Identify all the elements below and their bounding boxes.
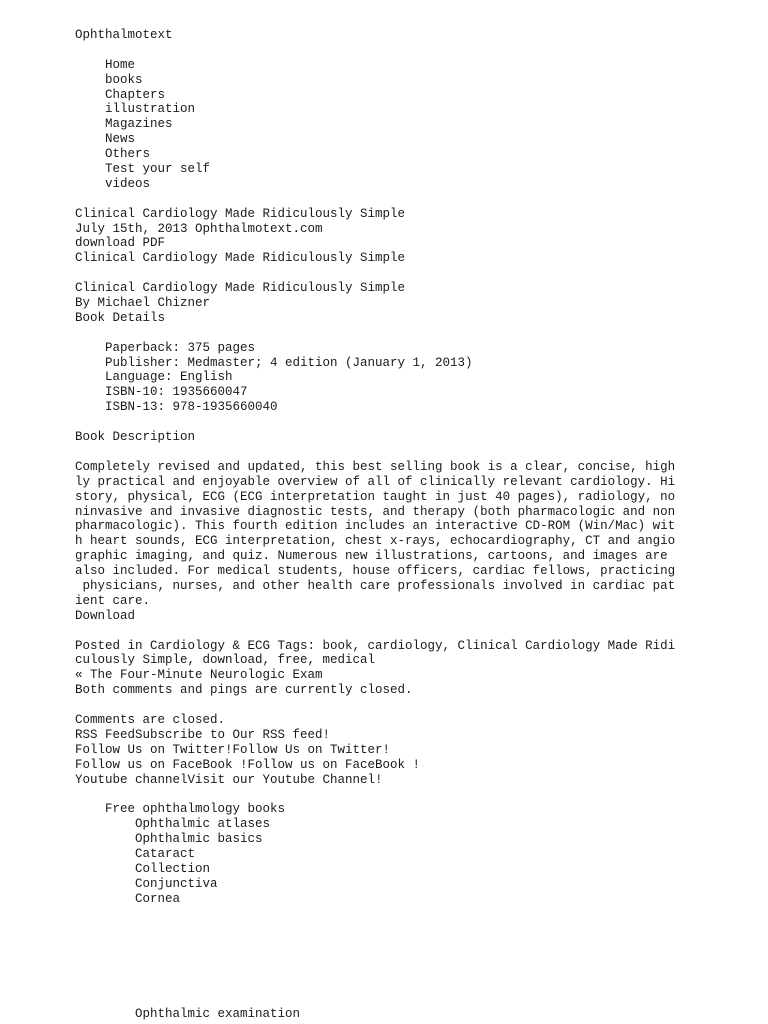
book-title: Clinical Cardiology Made Ridiculously Simple [75,281,406,296]
facebook-link[interactable]: Follow us on FaceBook !Follow us on FaceBook ! [75,757,421,772]
nav-item-books[interactable]: books [105,72,143,87]
book-details-heading: Book Details [75,310,166,325]
description-line: also included. For medical students, house officers, cardiac fellows, practicing [75,564,676,579]
post-title-link[interactable]: Clinical Cardiology Made Ridiculously Simple [75,206,406,221]
category-ophthalmic-atlases[interactable]: Ophthalmic atlases [135,817,271,832]
youtube-link[interactable]: Youtube channelVisit our Youtube Channel! [75,772,383,787]
description-line: Completely revised and updated, this best selling book is a clear, concise, high [75,459,676,474]
posted-in-line[interactable]: Posted in Cardiology & ECG Tags: book, cardiology, Clinical Cardiology Made Ridi [75,638,676,653]
detail-publisher: Publisher: Medmaster; 4 edition (January 1, 2013) [105,355,473,370]
category-cataract[interactable]: Cataract [135,846,196,861]
description-line: ient care. [75,593,151,608]
nav-item-test-your-self[interactable]: Test your self [105,162,211,177]
description-line: h heart sounds, ECG interpretation, chest x-rays, echocardiography, CT and angio [75,534,676,549]
nav-item-illustration[interactable]: illustration [105,102,196,117]
detail-language: Language: English [105,370,233,385]
download-link[interactable]: Download [75,608,136,623]
category-collection[interactable]: Collection [135,861,211,876]
post-heading: Clinical Cardiology Made Ridiculously Simple [75,251,406,266]
description-line: ninvasive and invasive diagnostic tests, and therapy (both pharmacologic and non [75,504,676,519]
main-nav [75,58,685,192]
nav-item-videos[interactable]: videos [105,176,151,191]
twitter-link[interactable]: Follow Us on Twitter!Follow Us on Twitter! [75,742,391,757]
category-conjunctiva[interactable]: Conjunctiva [135,876,218,891]
book-details-list [75,341,685,415]
posted-in-line[interactable]: culously Simple, download, free, medical [75,653,376,668]
description-line: graphic imaging, and quiz. Numerous new illustrations, cartoons, and images are [75,549,668,564]
description-line: ly practical and enjoyable overview of all of clinically relevant cardiology. Hi [75,474,676,489]
post-meta [75,639,685,699]
nav-item-news[interactable]: News [105,132,136,147]
book-author: By Michael Chizner [75,296,211,311]
category-cornea[interactable]: Cornea [135,891,181,906]
comments-status: Both comments and pings are currently closed. [75,683,413,698]
category-ophthalmic-examination[interactable]: Ophthalmic examination [135,1007,301,1021]
comments-closed-text: Comments are closed. [75,712,226,727]
post-date: July 15th, 2013 Ophthalmotext.com [75,221,323,236]
rss-feed-link[interactable]: RSS FeedSubscribe to Our RSS feed! [75,727,331,742]
nav-item-magazines[interactable]: Magazines [105,117,173,132]
sidebar [75,713,685,787]
nav-item-others[interactable]: Others [105,147,151,162]
book-description [75,460,685,609]
book-description-heading: Book Description [75,430,196,445]
category-ophthalmic-basics[interactable]: Ophthalmic basics [135,832,263,847]
description-line: story, physical, ECG (ECG interpretation taught in just 40 pages), radiology, no [75,489,676,504]
detail-paperback: Paperback: 375 pages [105,340,256,355]
detail-isbn-13: ISBN-13: 978-1935660040 [105,400,278,415]
page-content [75,28,685,907]
description-line: pharmacologic). This fourth edition includes an interactive CD-ROM (Win/Mac) wit [75,519,676,534]
description-line: physicians, nurses, and other health care professionals involved in cardiac pat [75,578,676,593]
category-list [75,802,685,906]
nav-item-chapters[interactable]: Chapters [105,87,166,102]
post [75,207,685,624]
site-title[interactable]: Ophthalmotext [75,28,173,42]
download-pdf-link[interactable]: download PDF [75,236,166,251]
detail-isbn-10: ISBN-10: 1935660047 [105,385,248,400]
previous-post-link[interactable]: « The Four-Minute Neurologic Exam [75,668,323,683]
nav-item-home[interactable]: Home [105,57,136,72]
category-heading-free-books[interactable]: Free ophthalmology books [105,802,286,817]
